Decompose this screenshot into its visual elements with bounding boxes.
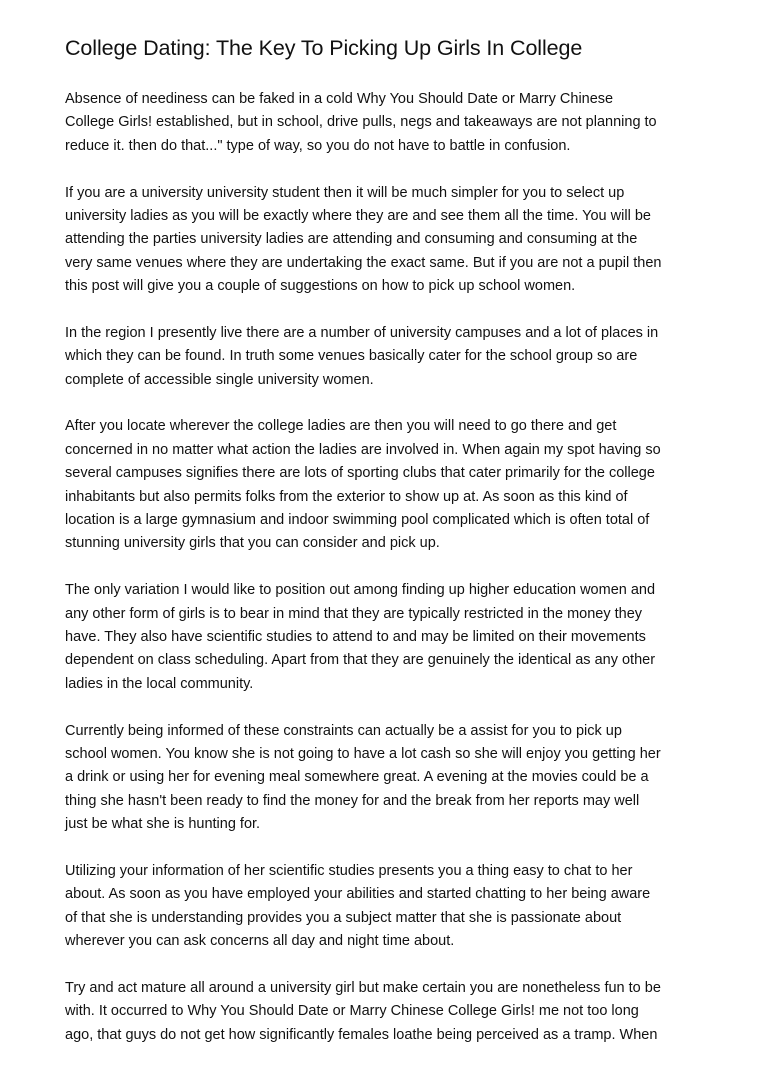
text-line: complete of accessible single university women. (65, 371, 374, 388)
text-line: In the region I presently live there are a number of university campuses and a lot of places in (65, 324, 659, 341)
text-line: university ladies as you will be exactly where they are and see them all the time. You will be (65, 207, 651, 224)
text-line: which they can be found. In truth some venues basically cater for the school group so are (65, 348, 638, 365)
text-line: wherever you can ask concerns all day and night time about. (65, 933, 455, 950)
text-line: Utilizing your information of her scientific studies presents you a thing easy to chat to her (65, 862, 633, 879)
text-line: of that she is understanding provides you a subject matter that she is passionate about (65, 909, 622, 926)
text-line: thing she hasn't been ready to find the money for and the break from her reports may well (65, 792, 640, 809)
paragraph-5 (65, 579, 715, 696)
paragraph-7 (65, 860, 715, 954)
text-line: any other form of girls is to bear in mind that they are typically restricted in the money they (65, 605, 643, 622)
text-line: Try and act mature all around a university girl but make certain you are nonetheless fun to be (65, 979, 661, 996)
paragraph-3 (65, 322, 715, 392)
paragraph-1 (65, 88, 715, 158)
text-line: Absence of neediness can be faked in a cold Why You Should Date or Marry Chinese (65, 91, 614, 107)
text-line: dependent on class scheduling. Apart from that they are genuinely the identical as any other (65, 652, 656, 669)
document-title: College Dating: The Key To Picking Up Girls In College (65, 36, 583, 60)
text-line: College Girls! established, but in school, drive pulls, negs and takeaways are not planning to (65, 114, 657, 131)
text-line: concerned in no matter what action the ladies are involved in. When again my spot having so (65, 441, 661, 458)
paragraph-6 (65, 720, 715, 837)
text-line: with. It occurred to Why You Should Date or Marry Chinese College Girls! me not too long (65, 1003, 639, 1020)
text-line: attending the parties university ladies are attending and consuming and consuming at the (65, 231, 638, 248)
document-page (65, 34, 715, 1070)
text-line: Currently being informed of these constraints can actually be a assist for you to pick up (65, 722, 622, 739)
text-line: ago, that guys do not get how significantly females loathe being perceived as a tramp. When (65, 1026, 658, 1043)
text-line: just be what she is hunting for. (65, 816, 261, 833)
text-line: If you are a university university student then it will be much simpler for you to select up (65, 184, 625, 201)
text-line: a drink or using her for evening meal somewhere great. A evening at the movies could be a (65, 769, 649, 786)
text-line: ladies in the local community. (65, 675, 254, 692)
paragraph-8 (65, 977, 715, 1047)
text-line: inhabitants but also permits folks from the exterior to show up at. As soon as this kind of (65, 488, 628, 505)
text-line: very same venues where they are undertaking the exact same. But if you are not a pupil then (65, 254, 662, 271)
paragraph-4 (65, 415, 715, 555)
text-line: school women. You know she is not going to have a lot cash so she will enjoy you getting her (65, 745, 661, 762)
text-line: After you locate wherever the college ladies are then you will need to go there and get (65, 418, 617, 435)
text-line: stunning university girls that you can consider and pick up. (65, 535, 440, 552)
text-line: The only variation I would like to position out among finding up higher education women and (65, 582, 656, 599)
text-line: several campuses signifies there are lots of sporting clubs that cater primarily for the college (65, 465, 655, 482)
text-line: have. They also have scientific studies to attend to and may be limited on their movements (65, 628, 646, 645)
text-line: about. As soon as you have employed your abilities and started chatting to her being aware (65, 886, 651, 903)
text-line: this post will give you a couple of suggestions on how to pick up school women. (65, 278, 576, 295)
paragraph-2 (65, 182, 715, 299)
text-line: location is a large gymnasium and indoor swimming pool complicated which is often total of (65, 512, 650, 529)
text-line: reduce it. then do that..." type of way, so you do not have to battle in confusion. (65, 137, 571, 154)
